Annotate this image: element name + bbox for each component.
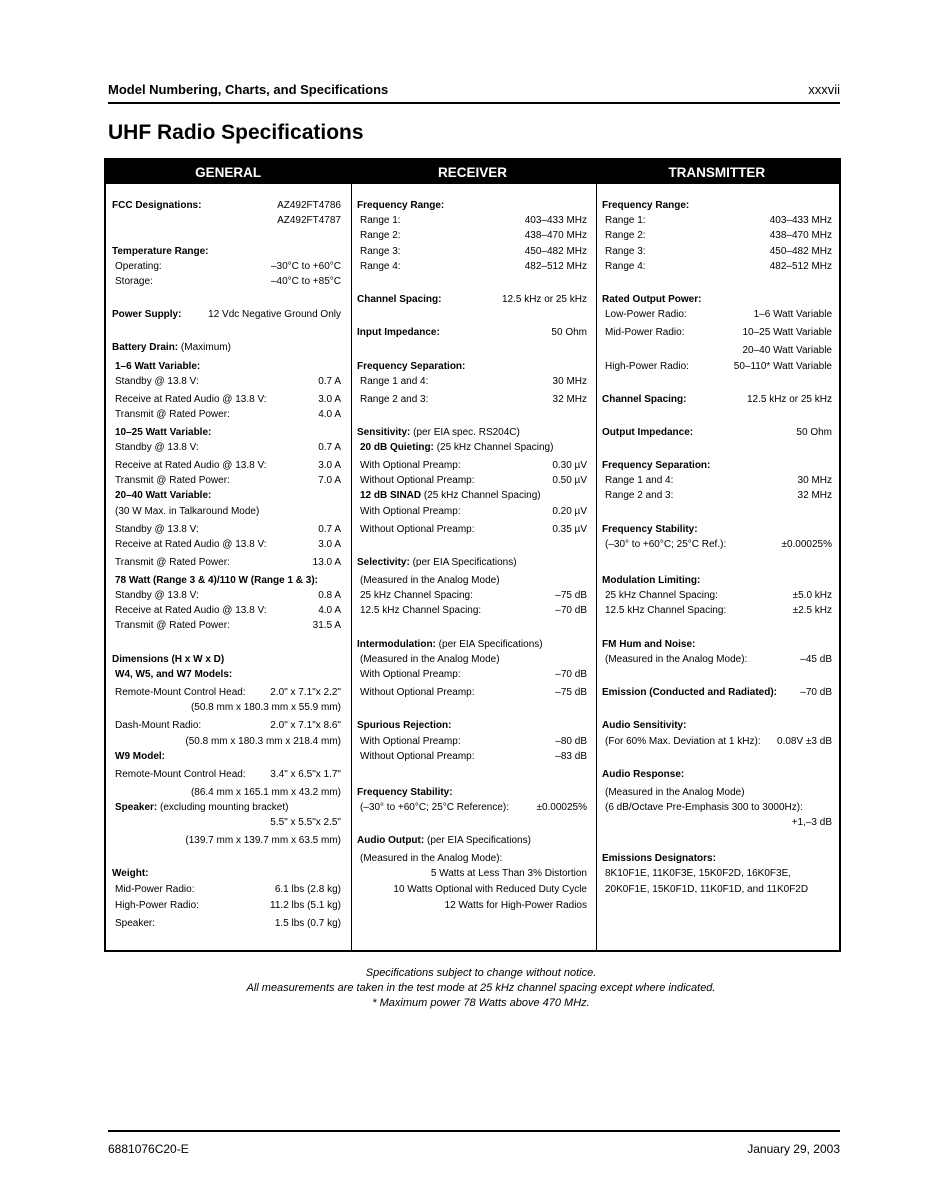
spec-row: Low-Power Radio: 1–6 Watt Variable xyxy=(605,309,832,320)
spec-heading: Frequency Separation: xyxy=(357,361,466,372)
page-header xyxy=(108,82,840,104)
receiver-header: RECEIVER xyxy=(437,164,507,180)
spec-heading: Temperature Range: xyxy=(112,246,209,257)
spec-row: 8K10F1E, 11K0F3E, 15K0F2D, 16K0F3E, xyxy=(605,868,792,879)
spec-row: (50.8 mm x 180.3 mm x 218.4 mm) xyxy=(185,736,341,747)
spec-heading: Dimensions (H x W x D) xyxy=(112,654,225,665)
spec-row: Mid-Power Radio: 6.1 lbs (2.8 kg) xyxy=(115,884,341,895)
note-line: Specifications subject to change without notice. xyxy=(365,967,597,979)
spec-heading: Frequency Range: xyxy=(357,200,445,211)
spec-row: Channel Spacing: 12.5 kHz or 25 kHz xyxy=(602,394,832,405)
general-header: GENERAL xyxy=(195,164,262,180)
spec-row: Speaker: 1.5 lbs (0.7 kg) xyxy=(115,918,341,929)
spec-row: Remote-Mount Control Head: 2.0" x 7.1"x 2.2" xyxy=(115,687,341,698)
spec-heading: Frequency Stability: xyxy=(602,524,698,535)
spec-row: (86.4 mm x 165.1 mm x 43.2 mm) xyxy=(190,787,341,798)
spec-row: Without Optional Preamp: 0.35 µV xyxy=(360,524,587,535)
spec-row: FCC Designations: AZ492FT4786 xyxy=(112,200,341,211)
spec-heading: Frequency Stability: xyxy=(357,787,453,798)
spec-row: 25 kHz Channel Spacing: –75 dB xyxy=(360,590,587,601)
spec-subheading: 12 dB SINAD (25 kHz Channel Spacing) xyxy=(360,490,541,501)
spec-row: (–30° to +60°C; 25°C Reference): ±0.00025% xyxy=(360,802,587,813)
spec-row: Range 4: 482–512 MHz xyxy=(605,261,832,272)
spec-row: With Optional Preamp: –80 dB xyxy=(360,736,587,747)
note-line: All measurements are taken in the test mode at 25 kHz channel spacing except where indicated. xyxy=(246,982,716,994)
spec-row: 20–40 Watt Variable xyxy=(742,345,832,356)
spec-row: Receive at Rated Audio @ 13.8 V: 4.0 A xyxy=(115,605,341,616)
spec-row: Range 3: 450–482 MHz xyxy=(360,246,587,257)
spec-heading: Rated Output Power: xyxy=(602,294,702,305)
spec-row: Receive at Rated Audio @ 13.8 V: 3.0 A xyxy=(115,539,341,550)
spec-row: Standby @ 13.8 V: 0.8 A xyxy=(115,590,341,601)
spec-note: (Measured in the Analog Mode) xyxy=(605,787,745,798)
page-title: UHF Radio Specifications xyxy=(108,121,364,144)
receiver-column xyxy=(357,184,587,950)
column-divider xyxy=(596,184,597,950)
spec-subheading: 1–6 Watt Variable: xyxy=(115,361,201,372)
spec-row: With Optional Preamp: 0.20 µV xyxy=(360,506,587,517)
spec-row: (Measured in the Analog Mode): –45 dB xyxy=(605,654,832,665)
spec-heading: Intermodulation: (per EIA Specifications) xyxy=(357,639,543,650)
spec-row: Without Optional Preamp: 0.50 µV xyxy=(360,475,587,486)
spec-row: 25 kHz Channel Spacing: ±5.0 kHz xyxy=(605,590,832,601)
spec-row: 5 Watts at Less Than 3% Distortion xyxy=(430,868,587,879)
note-line: * Maximum power 78 Watts above 470 MHz. xyxy=(372,997,590,1009)
spec-heading: FM Hum and Noise: xyxy=(602,639,696,650)
spec-row: Without Optional Preamp: –75 dB xyxy=(360,687,587,698)
section-title: Model Numbering, Charts, and Specifications xyxy=(108,82,389,97)
spec-row: Transmit @ Rated Power: 7.0 A xyxy=(115,475,341,486)
spec-subheading: 78 Watt (Range 3 & 4)/110 W (Range 1 & 3): xyxy=(115,575,319,586)
spec-subheading: 10–25 Watt Variable: xyxy=(115,427,212,438)
spec-row: Receive at Rated Audio @ 13.8 V: 3.0 A xyxy=(115,394,341,405)
spec-row: 12 Watts for High-Power Radios xyxy=(444,900,587,911)
spec-row: Channel Spacing: 12.5 kHz or 25 kHz xyxy=(357,294,587,305)
spec-row: (50.8 mm x 180.3 mm x 55.9 mm) xyxy=(190,702,341,713)
spec-heading: Frequency Separation: xyxy=(602,460,711,471)
spec-row: High-Power Radio: 11.2 lbs (5.1 kg) xyxy=(115,900,341,911)
spec-row: (–30° to +60°C; 25°C Ref.): ±0.00025% xyxy=(605,539,832,550)
spec-row: 5.5" x 5.5"x 2.5" xyxy=(270,817,341,828)
document-date: January 29, 2003 xyxy=(747,1142,840,1156)
spec-note: (Measured in the Analog Mode) xyxy=(360,654,500,665)
spec-note: (Measured in the Analog Mode): xyxy=(360,853,503,864)
spec-columns xyxy=(106,184,839,950)
spec-heading: Audio Sensitivity: xyxy=(602,720,687,731)
spec-heading: Modulation Limiting: xyxy=(602,575,701,586)
spec-row: Speaker: (excluding mounting bracket) xyxy=(115,802,289,813)
spec-row: Receive at Rated Audio @ 13.8 V: 3.0 A xyxy=(115,460,341,471)
spec-row: AZ492FT4787 xyxy=(277,215,341,226)
document-number: 6881076C20-E xyxy=(108,1142,189,1156)
column-headers xyxy=(106,160,839,184)
spec-note: (6 dB/Octave Pre-Emphasis 300 to 3000Hz): xyxy=(605,802,803,813)
spec-row: Range 1 and 4: 30 MHz xyxy=(605,475,832,486)
column-divider xyxy=(351,184,352,950)
spec-subheading: W9 Model: xyxy=(115,751,165,762)
spec-row: With Optional Preamp: 0.30 µV xyxy=(360,460,587,471)
spec-row: Range 1: 403–433 MHz xyxy=(605,215,832,226)
spec-heading: Sensitivity: (per EIA spec. RS204C) xyxy=(357,427,520,438)
spec-heading: Selectivity: (per EIA Specifications) xyxy=(357,557,517,568)
spec-row: 12.5 kHz Channel Spacing: –70 dB xyxy=(360,605,587,616)
page-footer xyxy=(108,1130,840,1156)
spec-row: Output Impedance: 50 Ohm xyxy=(602,427,832,438)
transmitter-header: TRANSMITTER xyxy=(668,164,766,180)
spec-row: 20K0F1E, 15K0F1D, 11K0F1D, and 11K0F2D xyxy=(605,884,809,895)
spec-subheading: 20–40 Watt Variable: xyxy=(115,490,212,501)
spec-table xyxy=(104,158,841,952)
spec-row: Range 2: 438–470 MHz xyxy=(360,230,587,241)
spec-note: (30 W Max. in Talkaround Mode) xyxy=(115,506,260,517)
spec-row: Transmit @ Rated Power: 4.0 A xyxy=(115,409,341,420)
spec-row: High-Power Radio: 50–110* Watt Variable xyxy=(605,361,832,372)
spec-row: Range 2 and 3: 32 MHz xyxy=(605,490,832,501)
spec-row: Range 1 and 4: 30 MHz xyxy=(360,376,587,387)
spec-row: 10 Watts Optional with Reduced Duty Cycle xyxy=(393,884,587,895)
spec-row: Dash-Mount Radio: 2.0" x 7.1"x 8.6" xyxy=(115,720,341,731)
spec-row: Range 2: 438–470 MHz xyxy=(605,230,832,241)
spec-row: Range 2 and 3: 32 MHz xyxy=(360,394,587,405)
spec-row: Standby @ 13.8 V: 0.7 A xyxy=(115,524,341,535)
spec-row: Transmit @ Rated Power: 13.0 A xyxy=(115,557,341,568)
spec-row: (139.7 mm x 139.7 mm x 63.5 mm) xyxy=(185,835,341,846)
spec-row: Storage: –40°C to +85°C xyxy=(115,276,341,287)
spec-row: Transmit @ Rated Power: 31.5 A xyxy=(115,620,341,631)
spec-row: (For 60% Max. Deviation at 1 kHz): 0.08V ±3 dB xyxy=(605,736,832,747)
spec-row: Emission (Conducted and Radiated): –70 dB xyxy=(602,687,832,698)
spec-heading: Audio Output: (per EIA Specifications) xyxy=(357,835,531,846)
spec-heading: Audio Response: xyxy=(602,769,685,780)
spec-row: Operating: –30°C to +60°C xyxy=(115,261,341,272)
page-number: xxxvii xyxy=(808,82,840,97)
spec-row: Range 1: 403–433 MHz xyxy=(360,215,587,226)
spec-subheading: 20 dB Quieting: (25 kHz Channel Spacing) xyxy=(360,442,554,453)
transmitter-column xyxy=(602,184,832,950)
spec-row: +1,–3 dB xyxy=(791,817,832,828)
spec-row: Power Supply: 12 Vdc Negative Ground Only xyxy=(112,309,341,320)
spec-row: Range 4: 482–512 MHz xyxy=(360,261,587,272)
general-column xyxy=(112,184,341,950)
spec-heading: Spurious Rejection: xyxy=(357,720,452,731)
spec-row: Range 3: 450–482 MHz xyxy=(605,246,832,257)
spec-row: 12.5 kHz Channel Spacing: ±2.5 kHz xyxy=(605,605,832,616)
spec-row: Standby @ 13.8 V: 0.7 A xyxy=(115,376,341,387)
spec-row: Mid-Power Radio: 10–25 Watt Variable xyxy=(605,327,832,338)
spec-row: Input Impedance: 50 Ohm xyxy=(357,327,587,338)
spec-row: With Optional Preamp: –70 dB xyxy=(360,669,587,680)
spec-row: Without Optional Preamp: –83 dB xyxy=(360,751,587,762)
spec-subheading: W4, W5, and W7 Models: xyxy=(115,669,233,680)
spec-row: Standby @ 13.8 V: 0.7 A xyxy=(115,442,341,453)
spec-heading: Emissions Designators: xyxy=(602,853,716,864)
spec-heading: Frequency Range: xyxy=(602,200,690,211)
spec-row: Remote-Mount Control Head: 3.4" x 6.5"x 1.7" xyxy=(115,769,341,780)
spec-heading: Battery Drain: (Maximum) xyxy=(112,342,231,353)
spec-note: (Measured in the Analog Mode) xyxy=(360,575,500,586)
spec-notes xyxy=(0,966,927,1011)
spec-heading: Weight: xyxy=(112,868,149,879)
